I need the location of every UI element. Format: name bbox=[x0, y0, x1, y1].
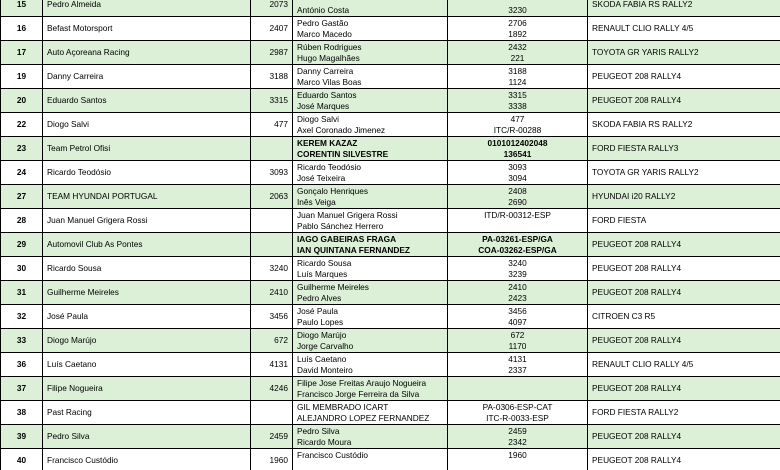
car-model: PEUGEOT 208 RALLY4 bbox=[588, 65, 780, 89]
car-model: PEUGEOT 208 RALLY4 bbox=[588, 329, 780, 353]
crew-names bbox=[293, 41, 448, 65]
crew-names bbox=[293, 185, 448, 209]
codriver-name: Francisco Jorge Ferreira da Silva bbox=[297, 388, 420, 399]
crew-names bbox=[293, 0, 448, 17]
entrant-license: 3188 bbox=[251, 65, 293, 89]
codriver-license: ITC-R-0033-ESP bbox=[486, 412, 549, 423]
entrant-license: 2987 bbox=[251, 41, 293, 65]
crew-names bbox=[293, 401, 448, 425]
car-model: PEUGEOT 208 RALLY4 bbox=[588, 257, 780, 281]
codriver-name: ALEJANDRO LOPEZ FERNANDEZ bbox=[297, 412, 430, 423]
crew-licenses bbox=[448, 233, 588, 257]
crew-names bbox=[293, 353, 448, 377]
car-model: PEUGEOT 208 RALLY4 bbox=[588, 233, 780, 257]
driver-license: 0101012402048 bbox=[487, 137, 548, 148]
entrant-name: Eduardo Santos bbox=[43, 89, 251, 113]
entrant-name: Danny Carreira bbox=[43, 65, 251, 89]
car-model: RENAULT CLIO RALLY 4/5 bbox=[588, 17, 780, 41]
codriver-name: José Teixeira bbox=[297, 172, 346, 183]
entrant-name: Francisco Custódio bbox=[43, 449, 251, 470]
codriver-license: COA-03262-ESP/GA bbox=[478, 244, 557, 255]
entry-number: 22 bbox=[1, 113, 43, 137]
entrant-name: Juan Manuel Grigera Rossi bbox=[43, 209, 251, 233]
codriver-name: Paulo Lopes bbox=[297, 316, 344, 327]
entrant-license: 4246 bbox=[251, 377, 293, 401]
crew-licenses bbox=[448, 113, 588, 137]
driver-name: Francisco Custódio bbox=[297, 449, 369, 460]
crew-licenses bbox=[448, 401, 588, 425]
car-model: PEUGEOT 208 RALLY4 bbox=[588, 89, 780, 113]
driver-license: 1960 bbox=[508, 449, 527, 460]
codriver-license: 3230 bbox=[508, 4, 527, 15]
crew-names bbox=[293, 425, 448, 449]
codriver-license: 4097 bbox=[508, 316, 527, 327]
driver-license: 3188 bbox=[508, 65, 527, 76]
driver-name: Ricardo Teodósio bbox=[297, 161, 361, 172]
codriver-name: Hugo Magalhães bbox=[297, 52, 360, 63]
driver-name: José Paula bbox=[297, 305, 339, 316]
car-model: PEUGEOT 208 RALLY4 bbox=[588, 281, 780, 305]
crew-names bbox=[293, 113, 448, 137]
entrant-license: 672 bbox=[251, 329, 293, 353]
crew-licenses bbox=[448, 209, 588, 233]
codriver-license bbox=[452, 389, 583, 400]
driver-license: 3315 bbox=[508, 89, 527, 100]
entrant-name: Befast Motorsport bbox=[43, 17, 251, 41]
entry-number: 15 bbox=[1, 0, 43, 17]
entrant-license: 3315 bbox=[251, 89, 293, 113]
car-model: HYUNDAI i20 RALLY2 bbox=[588, 185, 780, 209]
codriver-license: 2337 bbox=[508, 364, 527, 375]
crew-licenses bbox=[448, 0, 588, 17]
crew-licenses bbox=[448, 41, 588, 65]
entry-number: 27 bbox=[1, 185, 43, 209]
entry-number: 17 bbox=[1, 41, 43, 65]
driver-name: Gonçalo Henriques bbox=[297, 185, 369, 196]
codriver-license: 136541 bbox=[503, 148, 532, 159]
codriver-name: Pablo Sánchez Herrero bbox=[297, 220, 384, 231]
entrant-license bbox=[251, 401, 293, 425]
driver-license: ITD/R-00312-ESP bbox=[484, 209, 551, 220]
driver-name: KEREM KAZAZ bbox=[297, 137, 358, 148]
codriver-name: Inês Veiga bbox=[297, 196, 336, 207]
codriver-license: 2690 bbox=[508, 196, 527, 207]
entry-number: 30 bbox=[1, 257, 43, 281]
driver-license: 3240 bbox=[508, 257, 527, 268]
codriver-name: Marco Macedo bbox=[297, 28, 352, 39]
codriver-license: 1170 bbox=[508, 340, 527, 351]
car-model: FORD FIESTA bbox=[588, 209, 780, 233]
table-row bbox=[1, 137, 780, 161]
driver-name: Filipe Jose Freitas Araujo Nogueira bbox=[297, 377, 427, 388]
entrant-name: Filipe Nogueira bbox=[43, 377, 251, 401]
entrant-name: Ricardo Sousa bbox=[43, 257, 251, 281]
entrant-license: 3456 bbox=[251, 305, 293, 329]
codriver-name: IAN QUINTANA FERNANDEZ bbox=[297, 244, 410, 255]
driver-license: PA-0306-ESP-CAT bbox=[482, 401, 553, 412]
codriver-license: ITC/R-00288 bbox=[493, 124, 542, 135]
driver-name: Pedro Gastão bbox=[297, 17, 349, 28]
crew-names bbox=[293, 329, 448, 353]
crew-licenses bbox=[448, 449, 588, 470]
car-model: PEUGEOT 208 RALLY4 bbox=[588, 425, 780, 449]
driver-name: IAGO GABEIRAS FRAGA bbox=[297, 233, 397, 244]
entry-number: 23 bbox=[1, 137, 43, 161]
entry-list-body bbox=[1, 0, 780, 470]
table-row bbox=[1, 161, 780, 185]
codriver-license: 3094 bbox=[508, 172, 527, 183]
entry-number: 32 bbox=[1, 305, 43, 329]
table-row bbox=[1, 233, 780, 257]
entrant-name: Past Racing bbox=[43, 401, 251, 425]
entrant-license bbox=[251, 137, 293, 161]
driver-name: Eduardo Santos bbox=[297, 89, 357, 100]
table-row bbox=[1, 113, 780, 137]
car-model: PEUGEOT 208 RALLY4 bbox=[588, 449, 780, 470]
crew-licenses bbox=[448, 281, 588, 305]
driver-license bbox=[452, 378, 583, 389]
entrant-name: Ricardo Teodósio bbox=[43, 161, 251, 185]
crew-licenses bbox=[448, 353, 588, 377]
entry-number: 36 bbox=[1, 353, 43, 377]
entrant-license: 3093 bbox=[251, 161, 293, 185]
entrant-name: Guilherme Meireles bbox=[43, 281, 251, 305]
driver-name: Guilherme Meireles bbox=[297, 281, 369, 292]
crew-names bbox=[293, 209, 448, 233]
driver-license: 3093 bbox=[508, 161, 527, 172]
entrant-license: 2073 bbox=[251, 0, 293, 17]
driver-name: Ricardo Sousa bbox=[297, 257, 352, 268]
entrant-name: Team Petrol Ofisi bbox=[43, 137, 251, 161]
entry-number: 19 bbox=[1, 65, 43, 89]
entrant-license: 2407 bbox=[251, 17, 293, 41]
crew-licenses bbox=[448, 17, 588, 41]
crew-licenses bbox=[448, 329, 588, 353]
table-row bbox=[1, 377, 780, 401]
entrant-license: 2410 bbox=[251, 281, 293, 305]
entrant-name: Pedro Silva bbox=[43, 425, 251, 449]
crew-names bbox=[293, 65, 448, 89]
codriver-name: José Marques bbox=[297, 100, 350, 111]
driver-license: 477 bbox=[510, 113, 525, 124]
entry-number: 31 bbox=[1, 281, 43, 305]
table-row bbox=[1, 449, 780, 470]
table-row bbox=[1, 257, 780, 281]
driver-name: Luís Caetano bbox=[297, 353, 347, 364]
entry-number: 20 bbox=[1, 89, 43, 113]
car-model: SKODA FABIA RS RALLY2 bbox=[588, 113, 780, 137]
crew-names bbox=[293, 305, 448, 329]
entry-number: 39 bbox=[1, 425, 43, 449]
car-model: FORD FIESTA RALLY3 bbox=[588, 137, 780, 161]
table-row bbox=[1, 65, 780, 89]
driver-license: 672 bbox=[510, 329, 525, 340]
crew-names bbox=[293, 449, 448, 470]
codriver-name: Marco Vilas Boas bbox=[297, 76, 362, 87]
crew-names bbox=[293, 281, 448, 305]
crew-names bbox=[293, 89, 448, 113]
crew-names bbox=[293, 233, 448, 257]
entry-number: 29 bbox=[1, 233, 43, 257]
driver-name: Rúben Rodrigues bbox=[297, 41, 362, 52]
driver-license: PA-03261-ESP/GA bbox=[482, 233, 553, 244]
car-model: TOYOTA GR YARIS RALLY2 bbox=[588, 161, 780, 185]
entry-number: 38 bbox=[1, 401, 43, 425]
codriver-name: António Costa bbox=[297, 4, 350, 15]
driver-name: GIL MEMBRADO ICART bbox=[297, 401, 389, 412]
table-row bbox=[1, 185, 780, 209]
entrant-name: Diogo Marújo bbox=[43, 329, 251, 353]
codriver-license: 2423 bbox=[508, 292, 527, 303]
table-row bbox=[1, 401, 780, 425]
entry-number: 37 bbox=[1, 377, 43, 401]
codriver-name: Jorge Carvalho bbox=[297, 340, 354, 351]
driver-license: 4131 bbox=[508, 353, 527, 364]
codriver-license: 1892 bbox=[508, 28, 527, 39]
crew-names bbox=[293, 137, 448, 161]
table-row bbox=[1, 89, 780, 113]
car-model: PEUGEOT 208 RALLY4 bbox=[588, 377, 780, 401]
entrant-name: Diogo Salvi bbox=[43, 113, 251, 137]
driver-name: Pedro Silva bbox=[297, 425, 340, 436]
table-row bbox=[1, 209, 780, 233]
entrant-license: 2459 bbox=[251, 425, 293, 449]
entrant-license: 477 bbox=[251, 113, 293, 137]
entry-number: 40 bbox=[1, 449, 43, 470]
codriver-license bbox=[452, 221, 583, 232]
car-model: SKODA FABIA RS RALLY2 bbox=[588, 0, 780, 17]
codriver-name bbox=[297, 461, 443, 470]
table-row bbox=[1, 0, 780, 17]
codriver-license bbox=[452, 461, 583, 470]
driver-license: 2459 bbox=[508, 425, 527, 436]
entrant-license: 2063 bbox=[251, 185, 293, 209]
table-row bbox=[1, 281, 780, 305]
car-model: CITROEN C3 R5 bbox=[588, 305, 780, 329]
driver-name: Juan Manuel Grigera Rossi bbox=[297, 209, 398, 220]
driver-license: 3456 bbox=[508, 305, 527, 316]
driver-name: Diogo Salvi bbox=[297, 113, 339, 124]
entrant-name: Auto Açoreana Racing bbox=[43, 41, 251, 65]
driver-name: Danny Carreira bbox=[297, 65, 354, 76]
codriver-license: 1124 bbox=[508, 76, 527, 87]
table-row bbox=[1, 41, 780, 65]
driver-name: Diogo Marújo bbox=[297, 329, 347, 340]
codriver-license: 3239 bbox=[508, 268, 527, 279]
codriver-license: 221 bbox=[510, 52, 525, 63]
entry-number: 16 bbox=[1, 17, 43, 41]
crew-licenses bbox=[448, 377, 588, 401]
entrant-name: Luís Caetano bbox=[43, 353, 251, 377]
entrant-license bbox=[251, 209, 293, 233]
crew-licenses bbox=[448, 425, 588, 449]
codriver-name: Pedro Alves bbox=[297, 292, 342, 303]
car-model: TOYOTA GR YARIS RALLY2 bbox=[588, 41, 780, 65]
crew-licenses bbox=[448, 65, 588, 89]
entrant-license: 3240 bbox=[251, 257, 293, 281]
driver-license: 2408 bbox=[508, 185, 527, 196]
crew-names bbox=[293, 161, 448, 185]
table-row bbox=[1, 17, 780, 41]
crew-licenses bbox=[448, 185, 588, 209]
entrant-name: Automovil Club As Pontes bbox=[43, 233, 251, 257]
codriver-name: CORENTIN SILVESTRE bbox=[297, 148, 389, 159]
crew-licenses bbox=[448, 89, 588, 113]
car-model: RENAULT CLIO RALLY 4/5 bbox=[588, 353, 780, 377]
entrant-license: 4131 bbox=[251, 353, 293, 377]
table-row bbox=[1, 305, 780, 329]
entry-number: 28 bbox=[1, 209, 43, 233]
entrant-name: Pedro Almeida bbox=[43, 0, 251, 17]
entrant-name: José Paula bbox=[43, 305, 251, 329]
crew-licenses bbox=[448, 137, 588, 161]
codriver-name: Axel Coronado Jimenez bbox=[297, 124, 386, 135]
entrant-name: TEAM HYUNDAI PORTUGAL bbox=[43, 185, 251, 209]
table-row bbox=[1, 425, 780, 449]
crew-licenses bbox=[448, 161, 588, 185]
entry-number: 33 bbox=[1, 329, 43, 353]
table-row bbox=[1, 329, 780, 353]
driver-license: 2410 bbox=[508, 281, 527, 292]
crew-names bbox=[293, 257, 448, 281]
codriver-name: Luís Marques bbox=[297, 268, 348, 279]
entrant-license bbox=[251, 233, 293, 257]
entry-number: 24 bbox=[1, 161, 43, 185]
codriver-license: 3338 bbox=[508, 100, 527, 111]
crew-names bbox=[293, 377, 448, 401]
driver-license: 2432 bbox=[508, 41, 527, 52]
codriver-license: 2342 bbox=[508, 436, 527, 447]
crew-licenses bbox=[448, 305, 588, 329]
driver-license: 2706 bbox=[508, 17, 527, 28]
codriver-name: David Monteiro bbox=[297, 364, 353, 375]
table-row bbox=[1, 353, 780, 377]
entrant-license: 1960 bbox=[251, 449, 293, 470]
codriver-name: Ricardo Moura bbox=[297, 436, 352, 447]
crew-licenses bbox=[448, 257, 588, 281]
car-model: FORD FIESTA RALLY2 bbox=[588, 401, 780, 425]
crew-names bbox=[293, 17, 448, 41]
